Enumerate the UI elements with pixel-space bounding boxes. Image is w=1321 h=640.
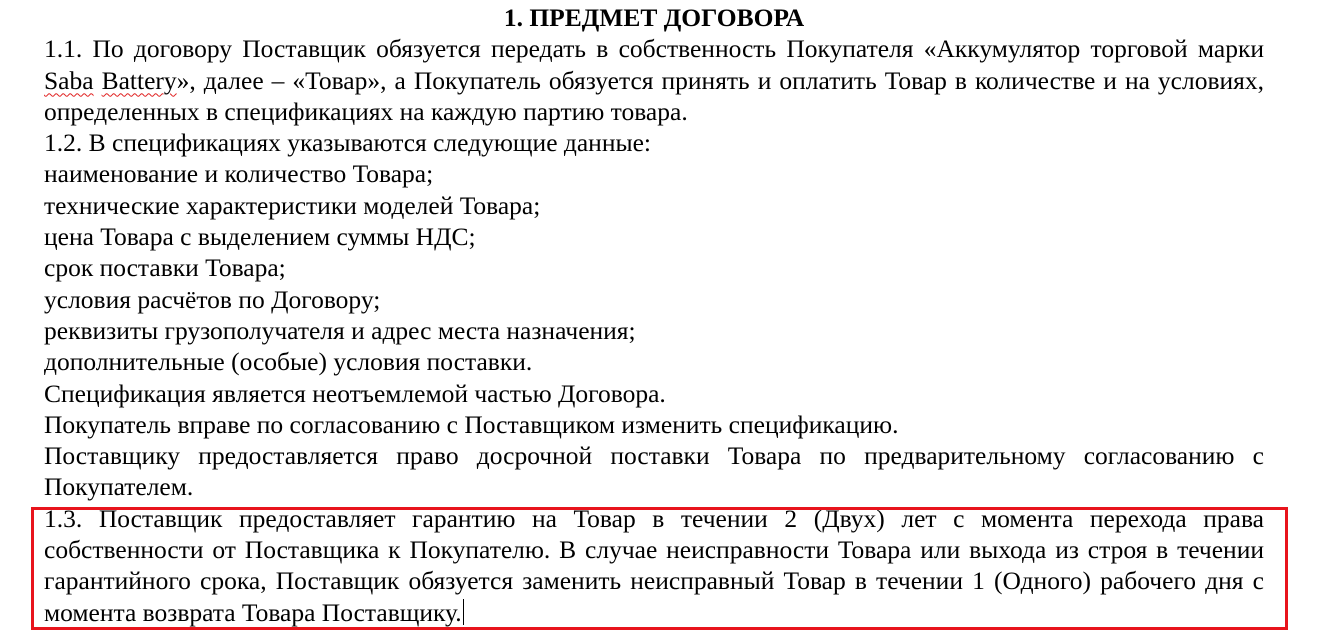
spec-list-item: реквизиты грузополучателя и адрес места назначения; bbox=[44, 315, 636, 345]
document-page[interactable] bbox=[44, 0, 1264, 628]
spec-list-item: наименование и количество Товара; bbox=[44, 159, 434, 189]
spellcheck-flagged-word[interactable]: Battery bbox=[101, 65, 177, 95]
clause-1-3-text: 1.3. Поставщик предоставляет гарантию на Товар в течении 2 (Двух) лет с момента перехода права собственности от Поставщика к Покупателю. В случае неисправности Товара или выхода из строя в течении гарантийного срока, Поставщик обязуется заменить неисправный Товар в течении 1 (Одного) рабочего дня с момента возврата Товара Поставщику. bbox=[44, 503, 1264, 627]
spec-list-item: цена Товара с выделением суммы НДС; bbox=[44, 222, 476, 252]
clause-1-2-note: Спецификация является неотъемлемой частью Договора. bbox=[44, 378, 666, 408]
clause-1-3[interactable] bbox=[44, 503, 1264, 628]
spec-list-item: технические характеристики моделей Товара; bbox=[44, 190, 541, 220]
spec-list-item: условия расчётов по Договору; bbox=[44, 284, 381, 314]
clause-1-1-suffix: », далее – «Товар», а Покупатель обязуется принять и оплатить Товар в количестве и на условиях, определенных в спецификациях на каждую партию товара. bbox=[44, 65, 1264, 126]
clause-1-2-note: Покупатель вправе по согласованию с Поставщиком изменить спецификацию. bbox=[44, 409, 899, 439]
text-cursor bbox=[463, 599, 465, 625]
spellcheck-flagged-word[interactable]: Saba bbox=[44, 65, 94, 95]
spec-list-item: срок поставки Товара; bbox=[44, 253, 286, 283]
clause-1-1-prefix: 1.1. По договору Поставщик обязуется передать в собственность Покупателя «Аккумулятор торговой марки bbox=[44, 34, 1264, 64]
section-heading: 1. ПРЕДМЕТ ДОГОВОРА bbox=[503, 3, 805, 32]
spec-list-item: дополнительные (особые) условия поставки. bbox=[44, 347, 533, 377]
clause-1-2-note: Поставщику предоставляется право досрочной поставки Товара по предварительному согласованию с Покупателем. bbox=[44, 441, 1264, 502]
clause-1-2-intro: 1.2. В спецификациях указываются следующие данные: bbox=[44, 128, 652, 158]
clause-1-1[interactable] bbox=[44, 33, 1264, 127]
clause-1-1-space bbox=[94, 66, 102, 95]
